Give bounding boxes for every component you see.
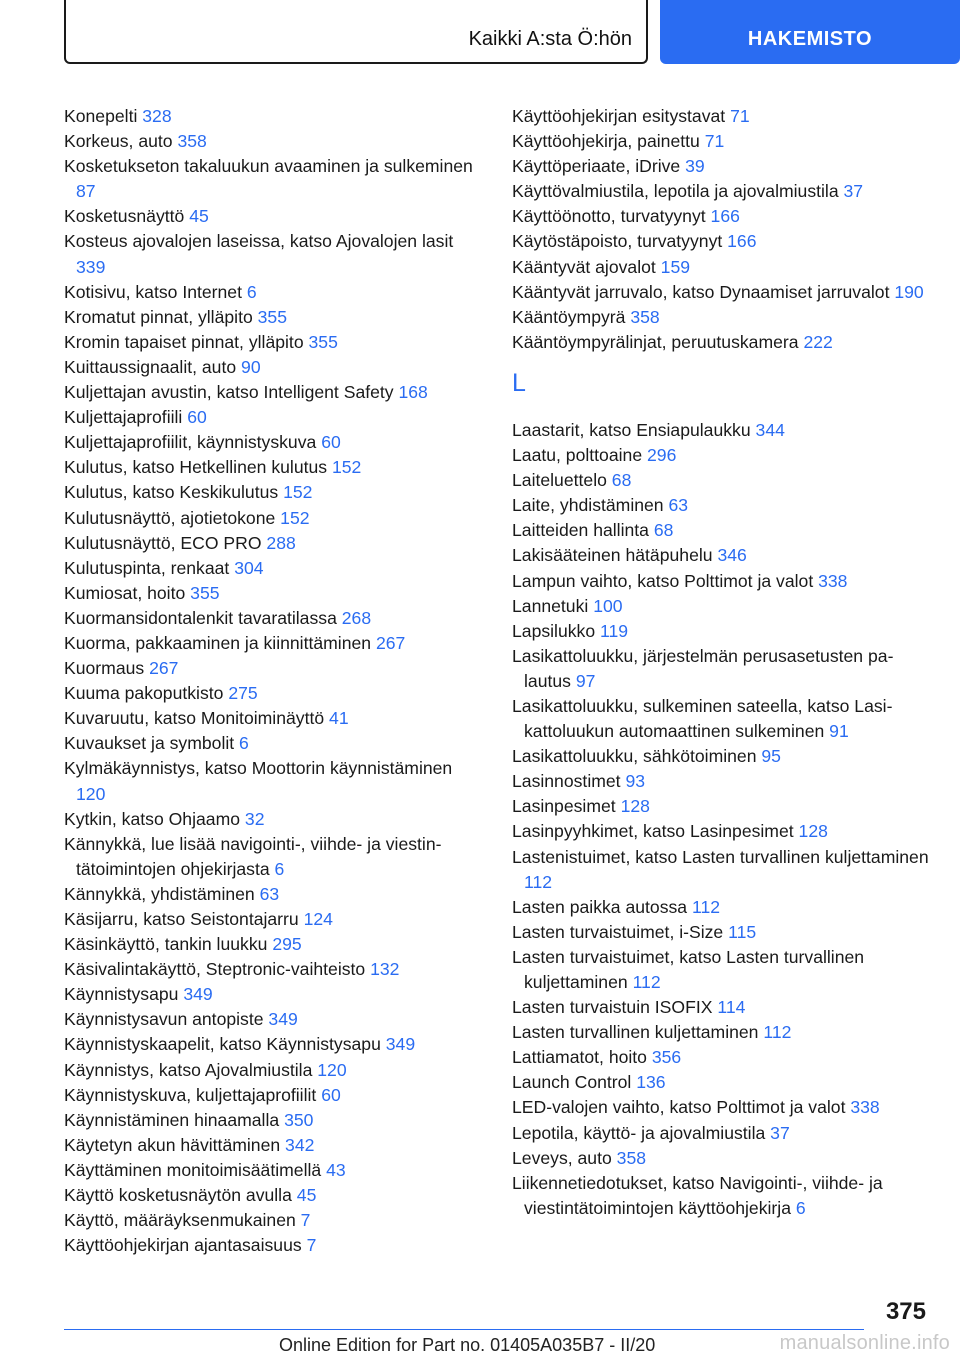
index-entry	[512, 819, 932, 844]
index-entry	[64, 832, 484, 882]
page-reference-link[interactable]: 268	[341, 607, 372, 628]
page-reference-link[interactable]: 68	[653, 520, 674, 541]
index-entry	[512, 280, 932, 305]
index-entry-text: Kulutus, katso Keskikulutus	[64, 482, 279, 503]
index-entry	[512, 1121, 932, 1146]
page-reference-link[interactable]: 112	[763, 1022, 792, 1043]
page-reference-link[interactable]: 349	[183, 984, 213, 1005]
index-entry-text: Kosketusnäyttö	[64, 206, 185, 227]
index-entry	[64, 330, 484, 355]
index-entry	[64, 631, 484, 656]
index-column-right	[512, 104, 932, 1221]
index-entry-text: Kulutusnäyttö, ajotietokone	[64, 507, 276, 528]
index-entry	[512, 769, 932, 794]
page-reference-link[interactable]: 63	[259, 883, 280, 904]
page-reference-link[interactable]: 124	[303, 909, 333, 929]
index-entry	[64, 581, 484, 606]
index-entry	[512, 330, 932, 355]
index-entry-text: Lattiamatot, hoito	[512, 1047, 647, 1068]
index-entry-text: Kromin tapaiset pinnat, ylläpito	[64, 331, 304, 352]
page-reference-link[interactable]: 349	[268, 1009, 298, 1030]
index-entry-text: Liikennetiedotukset, katso Navigointi-, viihde- ja viestintätoimintojen käyttöohjekirja	[512, 1172, 883, 1218]
index-entry-text: Lasten turvallinen kuljettaminen	[512, 1022, 759, 1043]
index-entry-text: Laiteluettelo	[512, 470, 607, 491]
index-entry	[64, 1208, 484, 1233]
index-entry-text: Kuvaukset ja symbolit	[64, 733, 235, 754]
index-entry	[64, 104, 484, 129]
index-entry-text: Käsinkäyttö, tankin luukku	[64, 934, 268, 955]
index-entry-text: Kromatut pinnat, ylläpito	[64, 306, 253, 327]
index-entry-text: Käyttöönotto, turvatyynyt	[512, 206, 706, 227]
index-entry	[64, 1058, 484, 1083]
index-entry	[64, 606, 484, 631]
index-entry	[64, 882, 484, 907]
page-reference-link[interactable]: 6	[246, 281, 257, 302]
index-entry-text: Lasikattoluukku, sulkeminen sateella, katso Lasikattoluukun automaattinen sulkeminen	[512, 695, 893, 742]
index-entry	[512, 895, 932, 920]
index-entry-text: Korkeus, auto	[64, 131, 173, 152]
index-entry	[512, 468, 932, 493]
index-entry	[64, 280, 484, 305]
page-reference-link[interactable]: 71	[704, 131, 725, 152]
index-entry	[512, 945, 932, 995]
page-reference-link[interactable]: 112	[632, 972, 661, 992]
index-entry	[512, 255, 932, 280]
index-entry	[512, 845, 932, 895]
footer-edition-text: Online Edition for Part no. 01405A035B7 - II/20	[279, 1335, 656, 1355]
index-entry	[512, 594, 932, 619]
index-entry-text: Lasten paikka autossa	[512, 896, 688, 917]
page-reference-link[interactable]: 39	[685, 156, 705, 177]
page-reference-link[interactable]: 45	[189, 206, 209, 227]
index-entry	[512, 1171, 932, 1221]
page-reference-link[interactable]: 166	[710, 206, 740, 227]
index-entry	[512, 744, 932, 769]
page-reference-link[interactable]: 87	[76, 181, 96, 202]
page-reference-link[interactable]: 112	[691, 896, 721, 917]
index-entry	[512, 204, 932, 229]
index-entry-text: Lakisääteinen hätäpuhelu	[512, 545, 713, 566]
index-entry-text: Kuvaruutu, katso Monitoiminäyttö	[64, 708, 325, 729]
index-entry	[64, 681, 484, 706]
page-reference-link[interactable]: 60	[321, 432, 341, 453]
page-reference-link[interactable]: 168	[398, 382, 428, 403]
page-reference-link[interactable]: 119	[600, 620, 629, 641]
index-entry-text: Käyttö kosketusnäytön avulla	[64, 1185, 292, 1206]
index-entry-text: Kulutusnäyttö, ECO PRO	[64, 532, 262, 553]
page-reference-link[interactable]: 90	[241, 356, 261, 377]
index-entry	[64, 455, 484, 480]
page-reference-link[interactable]: 346	[717, 545, 747, 566]
page-reference-link[interactable]: 136	[636, 1072, 666, 1093]
index-entry	[64, 531, 484, 556]
page-reference-link[interactable]: 358	[630, 306, 660, 327]
page-reference-link[interactable]: 222	[803, 331, 833, 352]
index-entry	[512, 229, 932, 254]
index-entry-text: Laatu, polttoaine	[512, 445, 643, 466]
index-entry	[512, 1146, 932, 1171]
index-entry-text: Käsivalintakäyttö, Steptronic-vaihteisto	[64, 959, 366, 980]
index-entry-text: Kotisivu, katso Internet	[64, 281, 242, 302]
page-reference-link[interactable]: 355	[308, 331, 338, 352]
index-entry	[512, 543, 932, 568]
index-entry	[64, 480, 484, 505]
page-reference-link[interactable]: 355	[257, 306, 287, 327]
index-entry-text: Kuljettajaprofiilit, käynnistyskuva	[64, 432, 317, 453]
page-reference-link[interactable]: 95	[761, 746, 781, 767]
page-reference-link[interactable]: 349	[385, 1034, 416, 1055]
index-entry	[64, 154, 484, 204]
page-reference-link[interactable]: 112	[524, 871, 553, 892]
page-reference-link[interactable]: 7	[306, 1235, 317, 1256]
tab-all-a-to-o[interactable]	[64, 0, 648, 64]
index-entry	[64, 1233, 484, 1258]
index-entry-text: Kuormansidontalenkit tavaratilassa	[64, 607, 337, 628]
index-entry	[64, 1108, 484, 1133]
index-entry-text: Kuljettajaprofiili	[64, 407, 183, 428]
index-entry	[64, 932, 484, 957]
index-entry	[512, 995, 932, 1020]
index-entry-text: Lampun vaihto, katso Polttimot ja valot	[512, 570, 814, 591]
index-entry-text: Kumiosat, hoito	[64, 582, 186, 603]
index-entry	[64, 1133, 484, 1158]
page-reference-link[interactable]: 63	[668, 495, 689, 516]
index-entry-text: Lasinpesimet	[512, 796, 616, 817]
footer-divider	[64, 1329, 864, 1330]
index-entry	[64, 1183, 484, 1208]
page-reference-link[interactable]: 6	[274, 858, 285, 879]
index-entry	[64, 907, 484, 932]
page-reference-link[interactable]: 128	[620, 796, 650, 817]
index-entry-text: Kulutuspinta, renkaat	[64, 557, 230, 578]
index-entry	[64, 204, 484, 229]
page-reference-link[interactable]: 71	[730, 106, 750, 126]
index-entry-text: Lannetuki	[512, 595, 589, 616]
page-reference-link[interactable]: 120	[76, 783, 106, 804]
index-entry-text: Kääntöympyrä	[512, 306, 626, 327]
index-entry-text: Lasten turvaistuimet, i-Size	[512, 921, 724, 942]
page-reference-link[interactable]: 43	[326, 1159, 346, 1180]
index-entry-text: Kännykkä, lue lisää navigointi-, viihde- ja viestintätoimintojen ohjekirjasta	[64, 833, 442, 879]
index-entry	[64, 982, 484, 1007]
index-entry-text: Käyttöohjekirja, painettu	[512, 131, 700, 152]
index-entry	[512, 418, 932, 443]
index-entry-text: Käyttöohjekirjan esitystavat	[512, 106, 726, 126]
index-entry-text: LED-valojen vaihto, katso Polttimot ja valot	[512, 1097, 846, 1118]
index-entry	[512, 694, 932, 744]
index-entry	[64, 1007, 484, 1032]
index-entry	[512, 1070, 932, 1095]
index-entry-text: Lasten turvaistuimet, katso Lasten turvallinen kuljettaminen	[512, 946, 865, 992]
page-reference-link[interactable]: 93	[625, 771, 646, 792]
page-reference-link[interactable]: 288	[266, 532, 296, 553]
page-reference-link[interactable]: 166	[727, 231, 757, 252]
page-reference-link[interactable]: 37	[843, 181, 864, 202]
page-reference-link[interactable]: 267	[149, 658, 179, 679]
index-entry	[512, 518, 932, 543]
page-reference-link[interactable]: 296	[647, 445, 677, 466]
tab-all-a-to-o-label: Kaikki A:sta Ö:hön	[468, 28, 632, 50]
index-entry	[64, 355, 484, 380]
page-reference-link[interactable]: 60	[187, 407, 207, 428]
index-entry	[512, 1045, 932, 1070]
page-reference-link[interactable]: 6	[795, 1197, 806, 1218]
index-entry-text: Konepelti	[64, 106, 138, 126]
tab-index-active[interactable]	[660, 0, 960, 64]
section-letter-heading: L	[512, 368, 526, 397]
index-entry	[512, 154, 932, 179]
index-entry	[512, 644, 932, 694]
index-entry-text: Käynnistyskuva, kuljettajaprofiilit	[64, 1084, 317, 1105]
page-reference-link[interactable]: 350	[284, 1109, 314, 1130]
index-entry	[64, 656, 484, 681]
page-reference-link[interactable]: 338	[850, 1097, 880, 1118]
index-entry-text: Käyttövalmiustila, lepotila ja ajovalmiustila	[512, 181, 839, 202]
index-entry-text: Lapsilukko	[512, 620, 596, 641]
index-entry-text: Laitteiden hallinta	[512, 520, 649, 541]
index-entry-text: Kuorma, pakkaaminen ja kiinnittäminen	[64, 632, 372, 653]
page-reference-link[interactable]: 275	[228, 683, 258, 704]
index-entry-text: Kuormaus	[64, 658, 145, 679]
watermark-logo: manualsonline.info	[779, 1332, 950, 1354]
index-entry-text: Käynnistyskaapelit, katso Käynnistysapu	[64, 1034, 381, 1055]
page-reference-link[interactable]: 152	[283, 482, 313, 503]
page-reference-link[interactable]: 190	[894, 281, 924, 302]
index-entry-text: Käynnistäminen hinaamalla	[64, 1109, 280, 1130]
index-entry-text: Kääntyvät ajovalot	[512, 256, 656, 277]
index-entry	[512, 305, 932, 330]
page-reference-link[interactable]: 152	[331, 457, 362, 478]
page-reference-link[interactable]: 342	[285, 1134, 315, 1155]
page-reference-link[interactable]: 356	[651, 1047, 682, 1068]
index-entry-text: Käyttöohjekirjan ajantasaisuus	[64, 1235, 302, 1256]
index-entry	[64, 229, 484, 279]
index-entry-text: Kuuma pakoputkisto	[64, 683, 224, 704]
page-reference-link[interactable]: 358	[177, 131, 207, 152]
index-entry	[512, 129, 932, 154]
index-column-left	[64, 104, 484, 1258]
index-entry	[64, 405, 484, 430]
index-entry-text: Lasten turvaistuin ISOFIX	[512, 997, 713, 1018]
index-entry	[64, 1158, 484, 1183]
page-reference-link[interactable]: 91	[829, 721, 849, 742]
index-entry-text: Kytkin, katso Ohjaamo	[64, 808, 241, 829]
page-reference-link[interactable]: 120	[317, 1059, 347, 1080]
index-entry-text: Käyttäminen monitoimisäätimellä	[64, 1159, 322, 1180]
index-entry-text: Kosteus ajovalojen laseissa, katso Ajovalojen lasit	[64, 231, 454, 252]
page-reference-link[interactable]: 355	[190, 582, 220, 603]
index-entry	[512, 493, 932, 518]
index-entry	[64, 706, 484, 731]
index-entry	[64, 506, 484, 531]
index-entry-text: Kännykkä, yhdistäminen	[64, 883, 255, 904]
index-entry	[64, 807, 484, 832]
page-reference-link[interactable]: 344	[755, 419, 785, 440]
index-entry	[512, 1020, 932, 1045]
index-entry-text: Leveys, auto	[512, 1147, 612, 1168]
index-entry	[64, 731, 484, 756]
index-entry	[512, 794, 932, 819]
index-entry	[512, 104, 932, 129]
index-entry-text: Kylmäkäynnistys, katso Moottorin käynnistäminen	[64, 758, 453, 779]
index-entry-text: Lastenistuimet, katso Lasten turvallinen kuljettaminen	[512, 846, 929, 867]
index-entry	[512, 179, 932, 204]
page-reference-link[interactable]: 7	[300, 1210, 311, 1231]
index-entry-text: Käytöstäpoisto, turvatyynyt	[512, 231, 723, 252]
index-entry-text: Kuittaussignaalit, auto	[64, 356, 237, 377]
index-entry-text: Käynnistysapu	[64, 984, 179, 1005]
index-entry	[512, 443, 932, 468]
index-entry	[64, 756, 484, 806]
index-entry-text: Käytetyn akun hävittäminen	[64, 1134, 281, 1155]
page-reference-link[interactable]: 338	[818, 570, 848, 591]
index-entry	[64, 556, 484, 581]
index-entry	[512, 920, 932, 945]
page-reference-link[interactable]: 37	[770, 1122, 790, 1143]
page-reference-link[interactable]: 128	[798, 821, 828, 842]
index-entry	[64, 305, 484, 330]
page-reference-link[interactable]: 328	[142, 106, 172, 126]
index-entry-text: Käynnistysavun antopiste	[64, 1009, 264, 1030]
index-entry-text: Lasikattoluukku, sähkötoiminen	[512, 746, 757, 767]
page-reference-link[interactable]: 32	[244, 808, 265, 829]
index-entry-text: Lasinpyyhkimet, katso Lasinpesimet	[512, 821, 794, 842]
page-reference-link[interactable]: 159	[660, 256, 691, 277]
index-entry-text: Kääntyvät jarruvalo, katso Dynaamiset jarruvalot	[512, 281, 890, 302]
page-reference-link[interactable]: 97	[575, 670, 596, 691]
index-entry-text: Lasikattoluukku, järjestelmän perusasetusten palautus	[512, 645, 894, 691]
index-entry-text: Laite, yhdistäminen	[512, 495, 664, 516]
page-reference-link[interactable]: 339	[76, 256, 106, 277]
index-entry	[64, 430, 484, 455]
index-entry	[64, 957, 484, 982]
tab-index-label: HAKEMISTO	[747, 28, 873, 50]
index-entry-text: Kosketukseton takaluukun avaaminen ja sulkeminen	[64, 156, 473, 177]
index-entry	[64, 380, 484, 405]
page-reference-link[interactable]: 45	[296, 1185, 317, 1206]
index-entry-text: Lepotila, käyttö- ja ajovalmiustila	[512, 1122, 766, 1143]
index-entry	[512, 619, 932, 644]
index-entry-text: Käsijarru, katso Seistontajarru	[64, 909, 299, 929]
index-entry-text: Laastarit, katso Ensiapulaukku	[512, 419, 751, 440]
page-reference-link[interactable]: 304	[234, 557, 264, 578]
page-reference-link[interactable]: 41	[329, 708, 349, 729]
page-reference-link[interactable]: 68	[611, 470, 632, 491]
index-entry-text: Kuljettajan avustin, katso Intelligent Safety	[64, 382, 394, 403]
index-entries-k	[512, 104, 932, 355]
index-entry-text: Käyttöperiaate, iDrive	[512, 156, 681, 177]
page-reference-link[interactable]: 358	[616, 1147, 647, 1168]
page-reference-link[interactable]: 114	[717, 997, 746, 1018]
index-entry-text: Kääntöympyrälinjat, peruutuskamera	[512, 331, 799, 352]
index-entry-text: Lasinnostimet	[512, 771, 621, 792]
index-entry	[64, 129, 484, 154]
index-entry	[64, 1032, 484, 1057]
page-reference-link[interactable]: 132	[370, 959, 400, 980]
index-entry-text: Käyttö, määräyksenmukainen	[64, 1210, 296, 1231]
index-entry	[64, 1083, 484, 1108]
page-number: 375	[885, 1298, 926, 1325]
page-reference-link[interactable]: 267	[375, 632, 406, 653]
index-entry	[512, 1095, 932, 1120]
index-entry-text: Käynnistys, katso Ajovalmiustila	[64, 1059, 313, 1080]
page-reference-link[interactable]: 152	[280, 507, 310, 528]
index-entry-text: Launch Control	[512, 1072, 632, 1093]
index-entry	[512, 569, 932, 594]
page-reference-link[interactable]: 60	[321, 1084, 341, 1105]
index-entries-l	[512, 418, 932, 1221]
page-reference-link[interactable]: 115	[728, 921, 757, 942]
page-reference-link[interactable]: 295	[272, 934, 302, 955]
page-reference-link[interactable]: 6	[239, 733, 249, 754]
page-reference-link[interactable]: 100	[593, 595, 623, 616]
index-entry-text: Kulutus, katso Hetkellinen kulutus	[64, 457, 328, 478]
